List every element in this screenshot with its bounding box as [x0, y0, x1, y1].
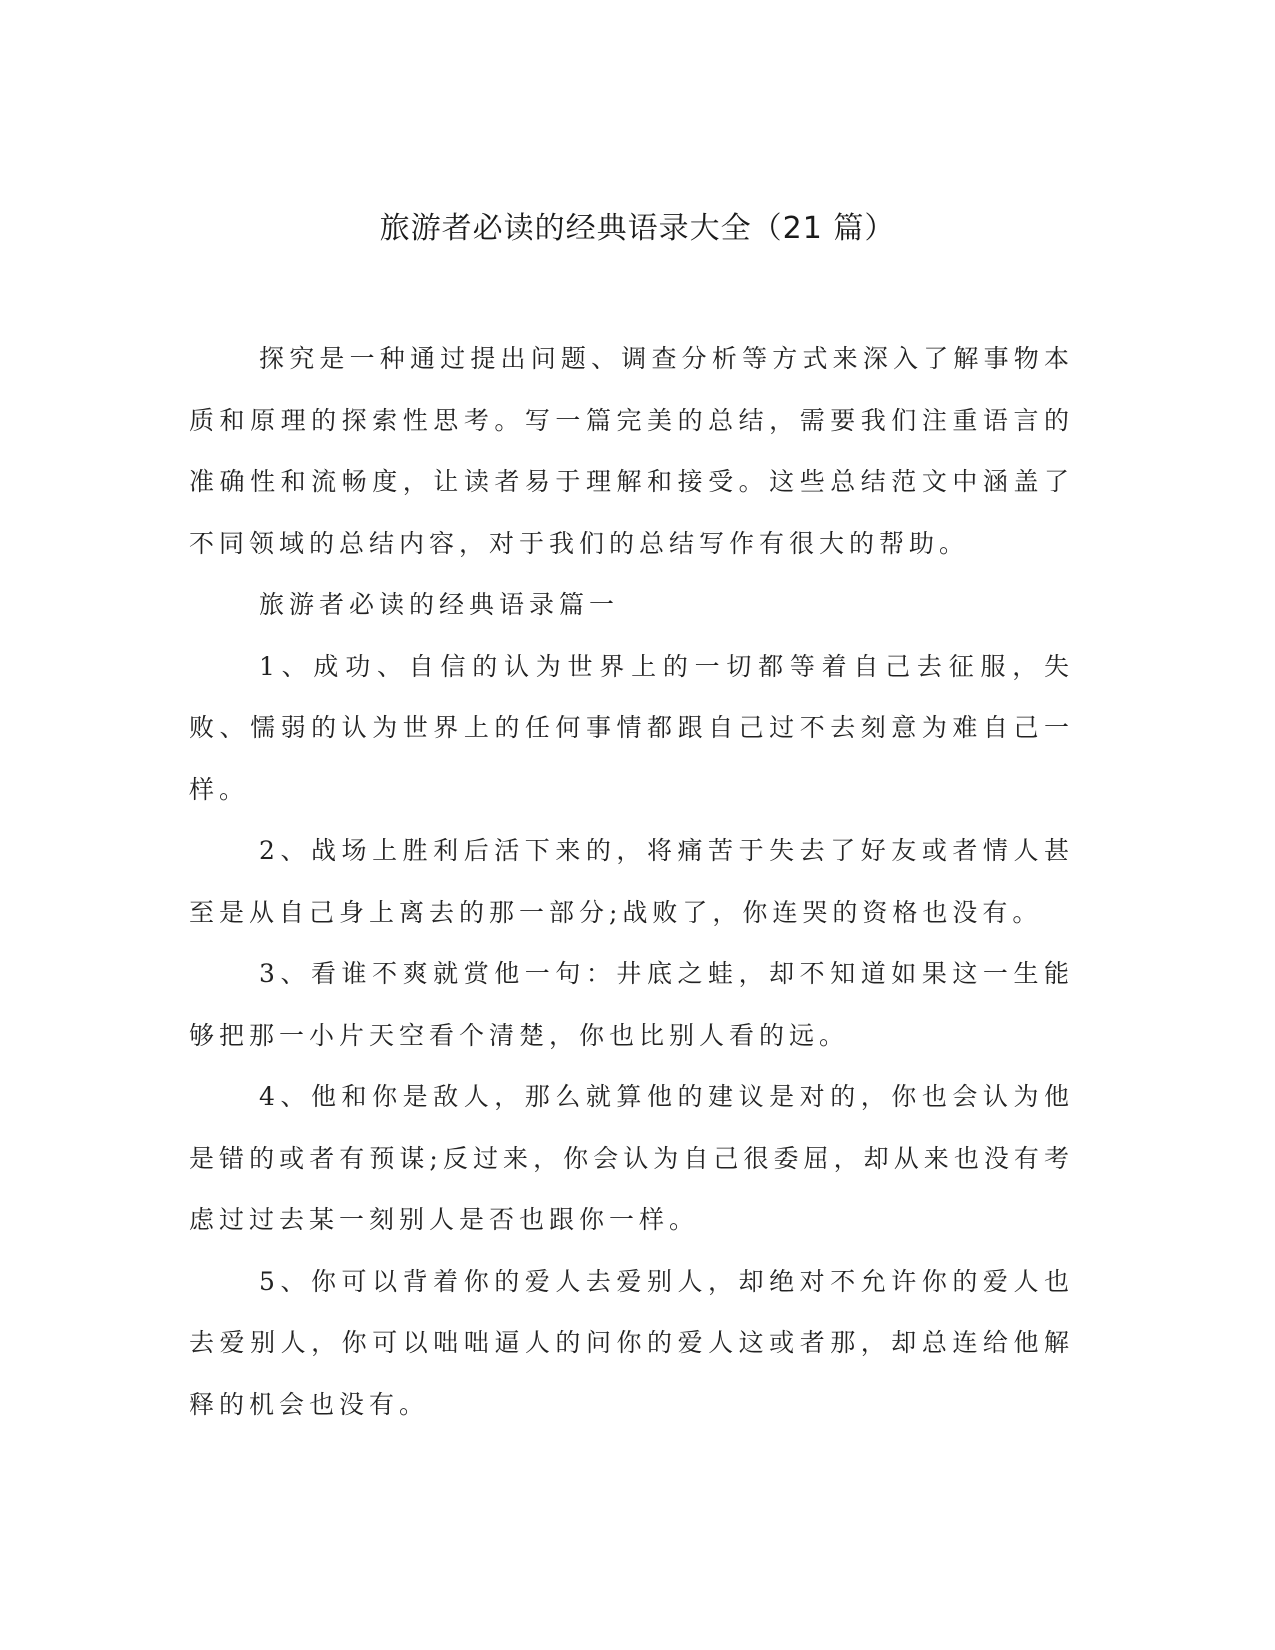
section-heading: 旅游者必读的经典语录篇一	[259, 590, 620, 619]
quote-paragraph: 5、你可以背着你的爱人去爱别人，却绝对不允许你的爱人也去爱别人，你可以咄咄逼人的问你的爱人这或者那，却总连给他解释的机会也没有。	[189, 1266, 1074, 1419]
document-body	[189, 328, 1074, 1435]
document-title: 旅游者必读的经典语录大全（21 篇）	[379, 211, 896, 246]
quote-paragraph: 3、看谁不爽就赏他一句：井底之蛙，却不知道如果这一生能够把那一小片天空看个清楚，你也比别人看的远。	[189, 959, 1074, 1050]
quote-paragraph: 4、他和你是敌人，那么就算他的建议是对的，你也会认为他是错的或者有预谋;反过来，你会认为自己很委屈，却从来也没有考虑过过去某一刻别人是否也跟你一样。	[189, 1082, 1074, 1234]
quote-paragraph: 1、成功、自信的认为世界上的一切都等着自己去征服，失败、懦弱的认为世界上的任何事情都跟自己过不去刻意为难自己一样。	[189, 651, 1074, 804]
quote-paragraph: 2、战场上胜利后活下来的，将痛苦于失去了好友或者情人甚至是从自己身上离去的那一部分;战败了，你连哭的资格也没有。	[189, 836, 1074, 927]
intro-paragraph: 探究是一种通过提出问题、调查分析等方式来深入了解事物本质和原理的探索性思考。写一篇完美的总结，需要我们注重语言的准确性和流畅度，让读者易于理解和接受。这些总结范文中涵盖了不同领域的总结内容，对于我们的总结写作有很大的帮助。	[189, 344, 1074, 558]
